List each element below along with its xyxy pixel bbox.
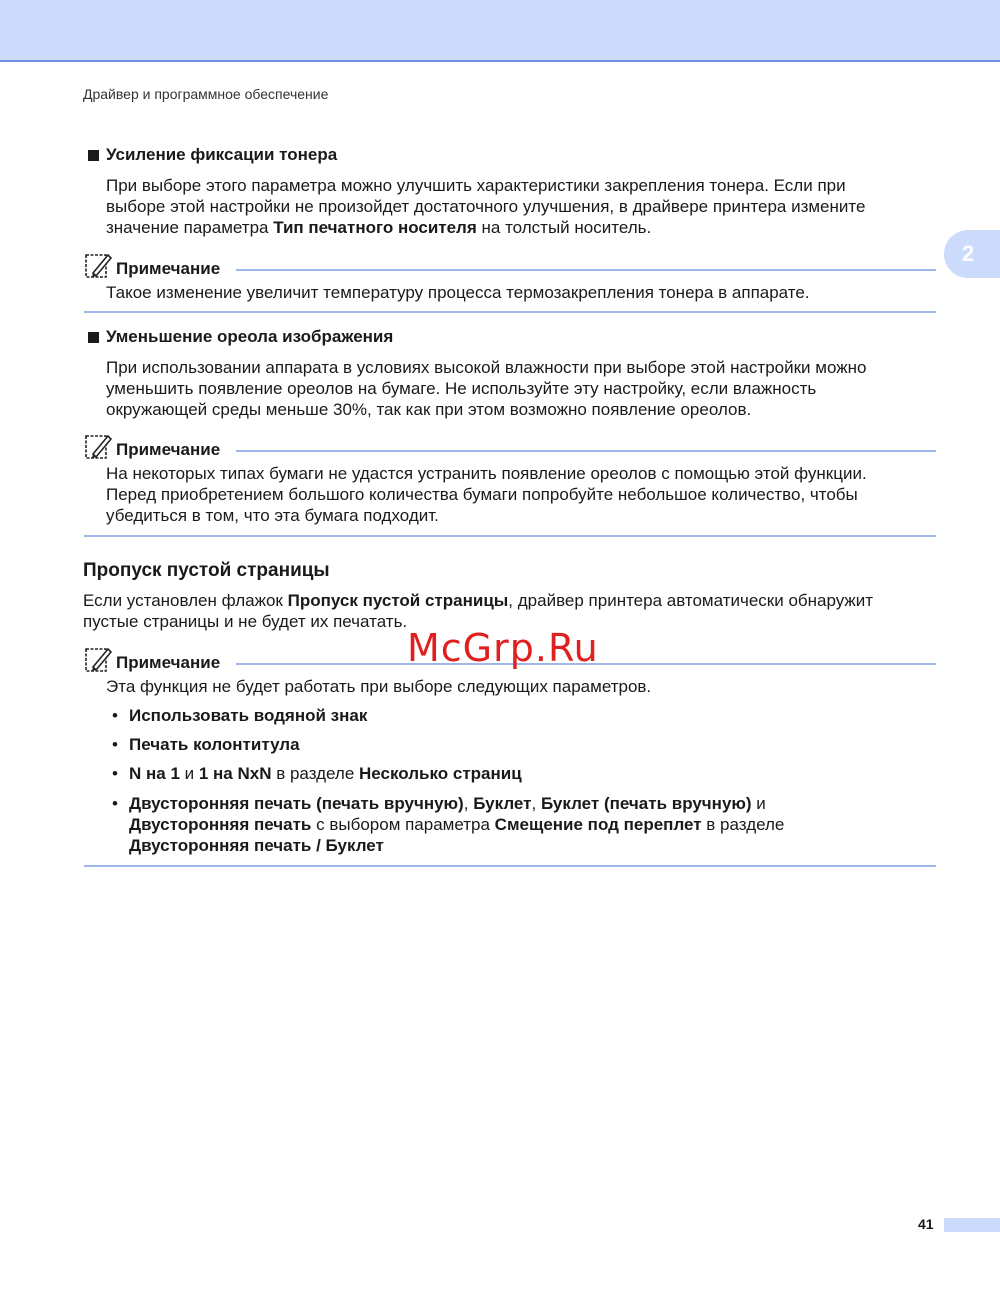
note-end-rule <box>84 311 936 313</box>
text-line: значение параметра Тип печатного носителя на толстый носитель. <box>106 218 652 237</box>
text-line: При выборе этого параметра можно улучшить характеристики закрепления тонера. Если при <box>106 176 846 195</box>
note-title: Примечание <box>116 259 221 278</box>
toner-description <box>106 175 936 238</box>
note-header <box>84 432 936 462</box>
list-item: • Печать колонтитула <box>112 735 300 754</box>
note2-text <box>106 463 936 526</box>
skip-blank-page-title: Пропуск пустой страницы <box>83 560 330 581</box>
watermark: McGrp.Ru <box>407 626 599 670</box>
text-line: выборе этой настройки не произойдет достаточного улучшения, в драйвере принтера измените <box>106 197 866 216</box>
halo-option-title: Уменьшение ореола изображения <box>106 327 394 346</box>
header-band <box>0 0 1000 62</box>
note-end-rule <box>84 535 936 537</box>
note-end-rule <box>84 865 936 867</box>
list-item: • Использовать водяной знак <box>112 706 368 725</box>
page-number: 41 <box>918 1216 934 1232</box>
square-bullet-icon <box>88 150 99 161</box>
chapter-number: 2 <box>962 241 975 266</box>
note1-text: Такое изменение увеличит температуру процесса термозакрепления тонера в аппарате. <box>106 283 810 302</box>
note-title: Примечание <box>116 440 221 459</box>
halo-description <box>106 357 936 420</box>
note-header <box>84 251 936 281</box>
footer-bar <box>944 1218 1000 1232</box>
text-line: Перед приобретением большого количества бумаги попробуйте небольшое количество, чтобы <box>106 485 858 504</box>
text-line: уменьшить появление ореолов на бумаге. Не используйте эту настройку, если влажность <box>106 379 817 398</box>
note-pencil-icon <box>84 432 112 460</box>
text-line: При использовании аппарата в условиях высокой влажности при выборе этой настройки можно <box>106 358 867 377</box>
toner-option-heading <box>88 145 337 165</box>
note3-intro: Эта функция не будет работать при выборе следующих параметров. <box>106 677 652 696</box>
text-line: Если установлен флажок Пропуск пустой страницы, драйвер принтера автоматически обнаружит <box>83 591 874 610</box>
skip-blank-setting: Пропуск пустой страницы <box>287 591 509 610</box>
chapter-tab <box>944 230 1000 278</box>
square-bullet-icon <box>88 332 99 343</box>
text-line: пустые страницы и не будет их печатать. <box>83 612 408 631</box>
note-title: Примечание <box>116 653 221 672</box>
note-pencil-icon <box>84 645 112 673</box>
text-line: На некоторых типах бумаги не удастся устранить появление ореолов с помощью этой функции. <box>106 464 867 483</box>
note-divider <box>236 450 936 452</box>
text-line: убедиться в том, что эта бумага подходит. <box>106 506 439 525</box>
text-line: окружающей среды меньше 30%, так как при этом возможно появление ореолов. <box>106 400 752 419</box>
media-type-setting: Тип печатного носителя <box>273 218 477 237</box>
halo-option-heading <box>88 327 393 347</box>
list-item: • N на 1 и 1 на NxN в разделе Несколько страниц <box>112 764 522 783</box>
list-item: • Двусторонняя печать (печать вручную), Буклет, Буклет (печать вручную) и Двусторонняя печать с выбором параметра Смещение под переплет в разделе Двусторонняя печать / Буклет <box>112 794 785 855</box>
note-divider <box>236 269 936 271</box>
note-pencil-icon <box>84 251 112 279</box>
toner-option-title: Усиление фиксации тонера <box>106 145 338 164</box>
running-header: Драйвер и программное обеспечение <box>83 86 329 102</box>
